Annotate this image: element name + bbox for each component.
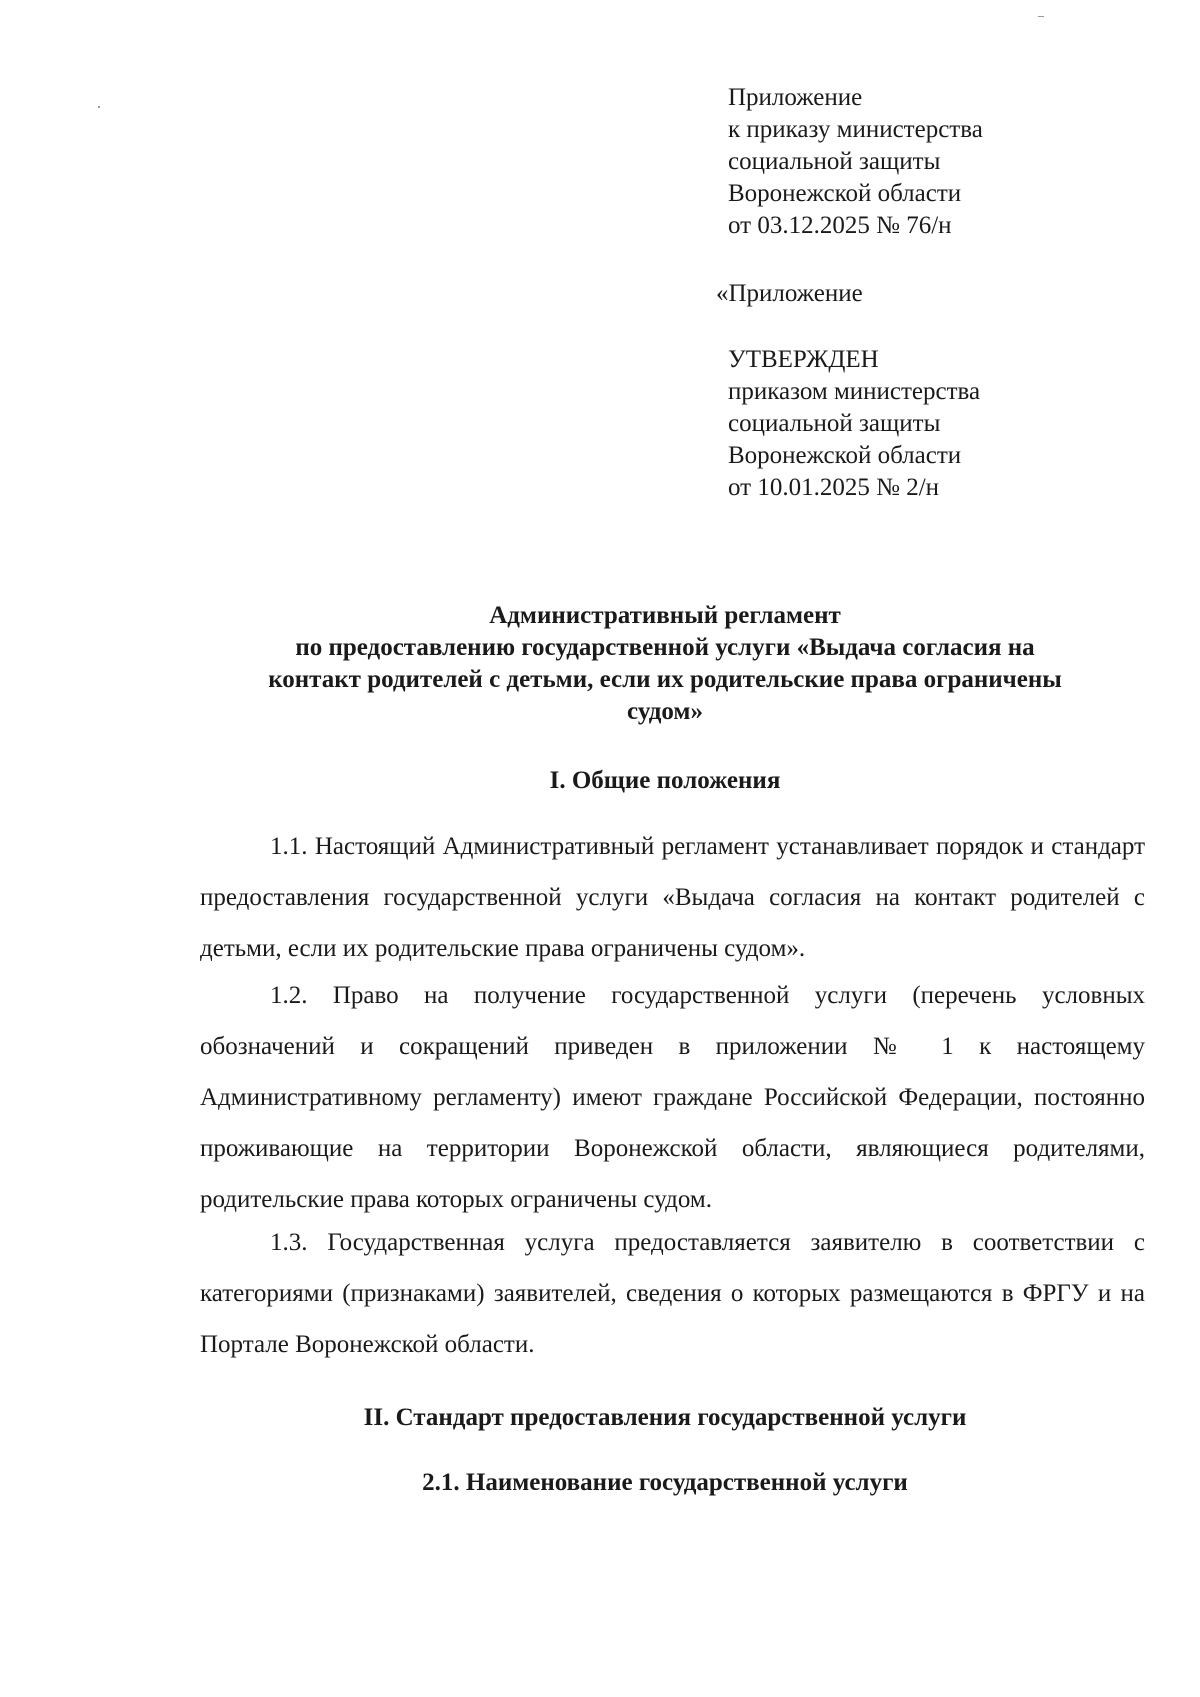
approval-line: социальной защиты (728, 410, 941, 437)
annex-header-line: Воронежской области (728, 180, 962, 207)
approval-line: приказом министерства (728, 378, 981, 405)
subsection-heading: 2.1. Наименование государственной услуги (422, 1469, 908, 1496)
approval-line: от 10.01.2025 № 2/н (728, 474, 940, 501)
annex-header-line: Приложение (728, 84, 863, 111)
annex-quote: «Приложение (716, 280, 863, 307)
annex-header-line: к приказу министерства (728, 116, 983, 143)
title-line: по предоставлению государственной услуги «Выдача согласия на (295, 634, 1035, 661)
title-line: контакт родителей с детьми, если их родительские права ограничены (268, 666, 1062, 693)
section-heading: II. Стандарт предоставления государственной услуги (363, 1404, 967, 1431)
paragraph-1-1: 1.1. Настоящий Административный регламент устанавливает порядок и стандарт предоставления государственной услуги «Выдача согласия на контакт родителей с детьми, если их родительские права ограничены судом». (200, 833, 1145, 962)
paragraph-1-2: 1.2. Право на получение государственной услуги (перечень условных обозначений и сокращений приведен в приложении № 1 к настоящему Административному регламенту) имеют граждане Российской Федерации, постоянно проживающие на территории Воронежской области, являющиеся родителями, родительские права которых ограничены судом. (200, 982, 1145, 1213)
title-line: судом» (627, 698, 703, 725)
annex-header (728, 82, 983, 242)
scan-speck (98, 106, 100, 108)
annex-header-line: социальной защиты (728, 148, 941, 175)
approval-line: УТВЕРЖДЕН (728, 346, 879, 373)
approval-block (728, 344, 980, 504)
title-line: Административный регламент (489, 602, 841, 629)
approval-line: Воронежской области (728, 442, 962, 469)
section-heading: I. Общие положения (549, 767, 781, 794)
paragraph-1-3: 1.3. Государственная услуга предоставляется заявителю в соответствии с категориями (признаками) заявителей, сведения о которых размещаются в ФРГУ и на Портале Воронежской области. (200, 1229, 1145, 1358)
document-title (200, 600, 1130, 728)
annex-header-line: от 03.12.2025 № 76/н (728, 212, 952, 239)
scan-speck (1038, 16, 1044, 17)
